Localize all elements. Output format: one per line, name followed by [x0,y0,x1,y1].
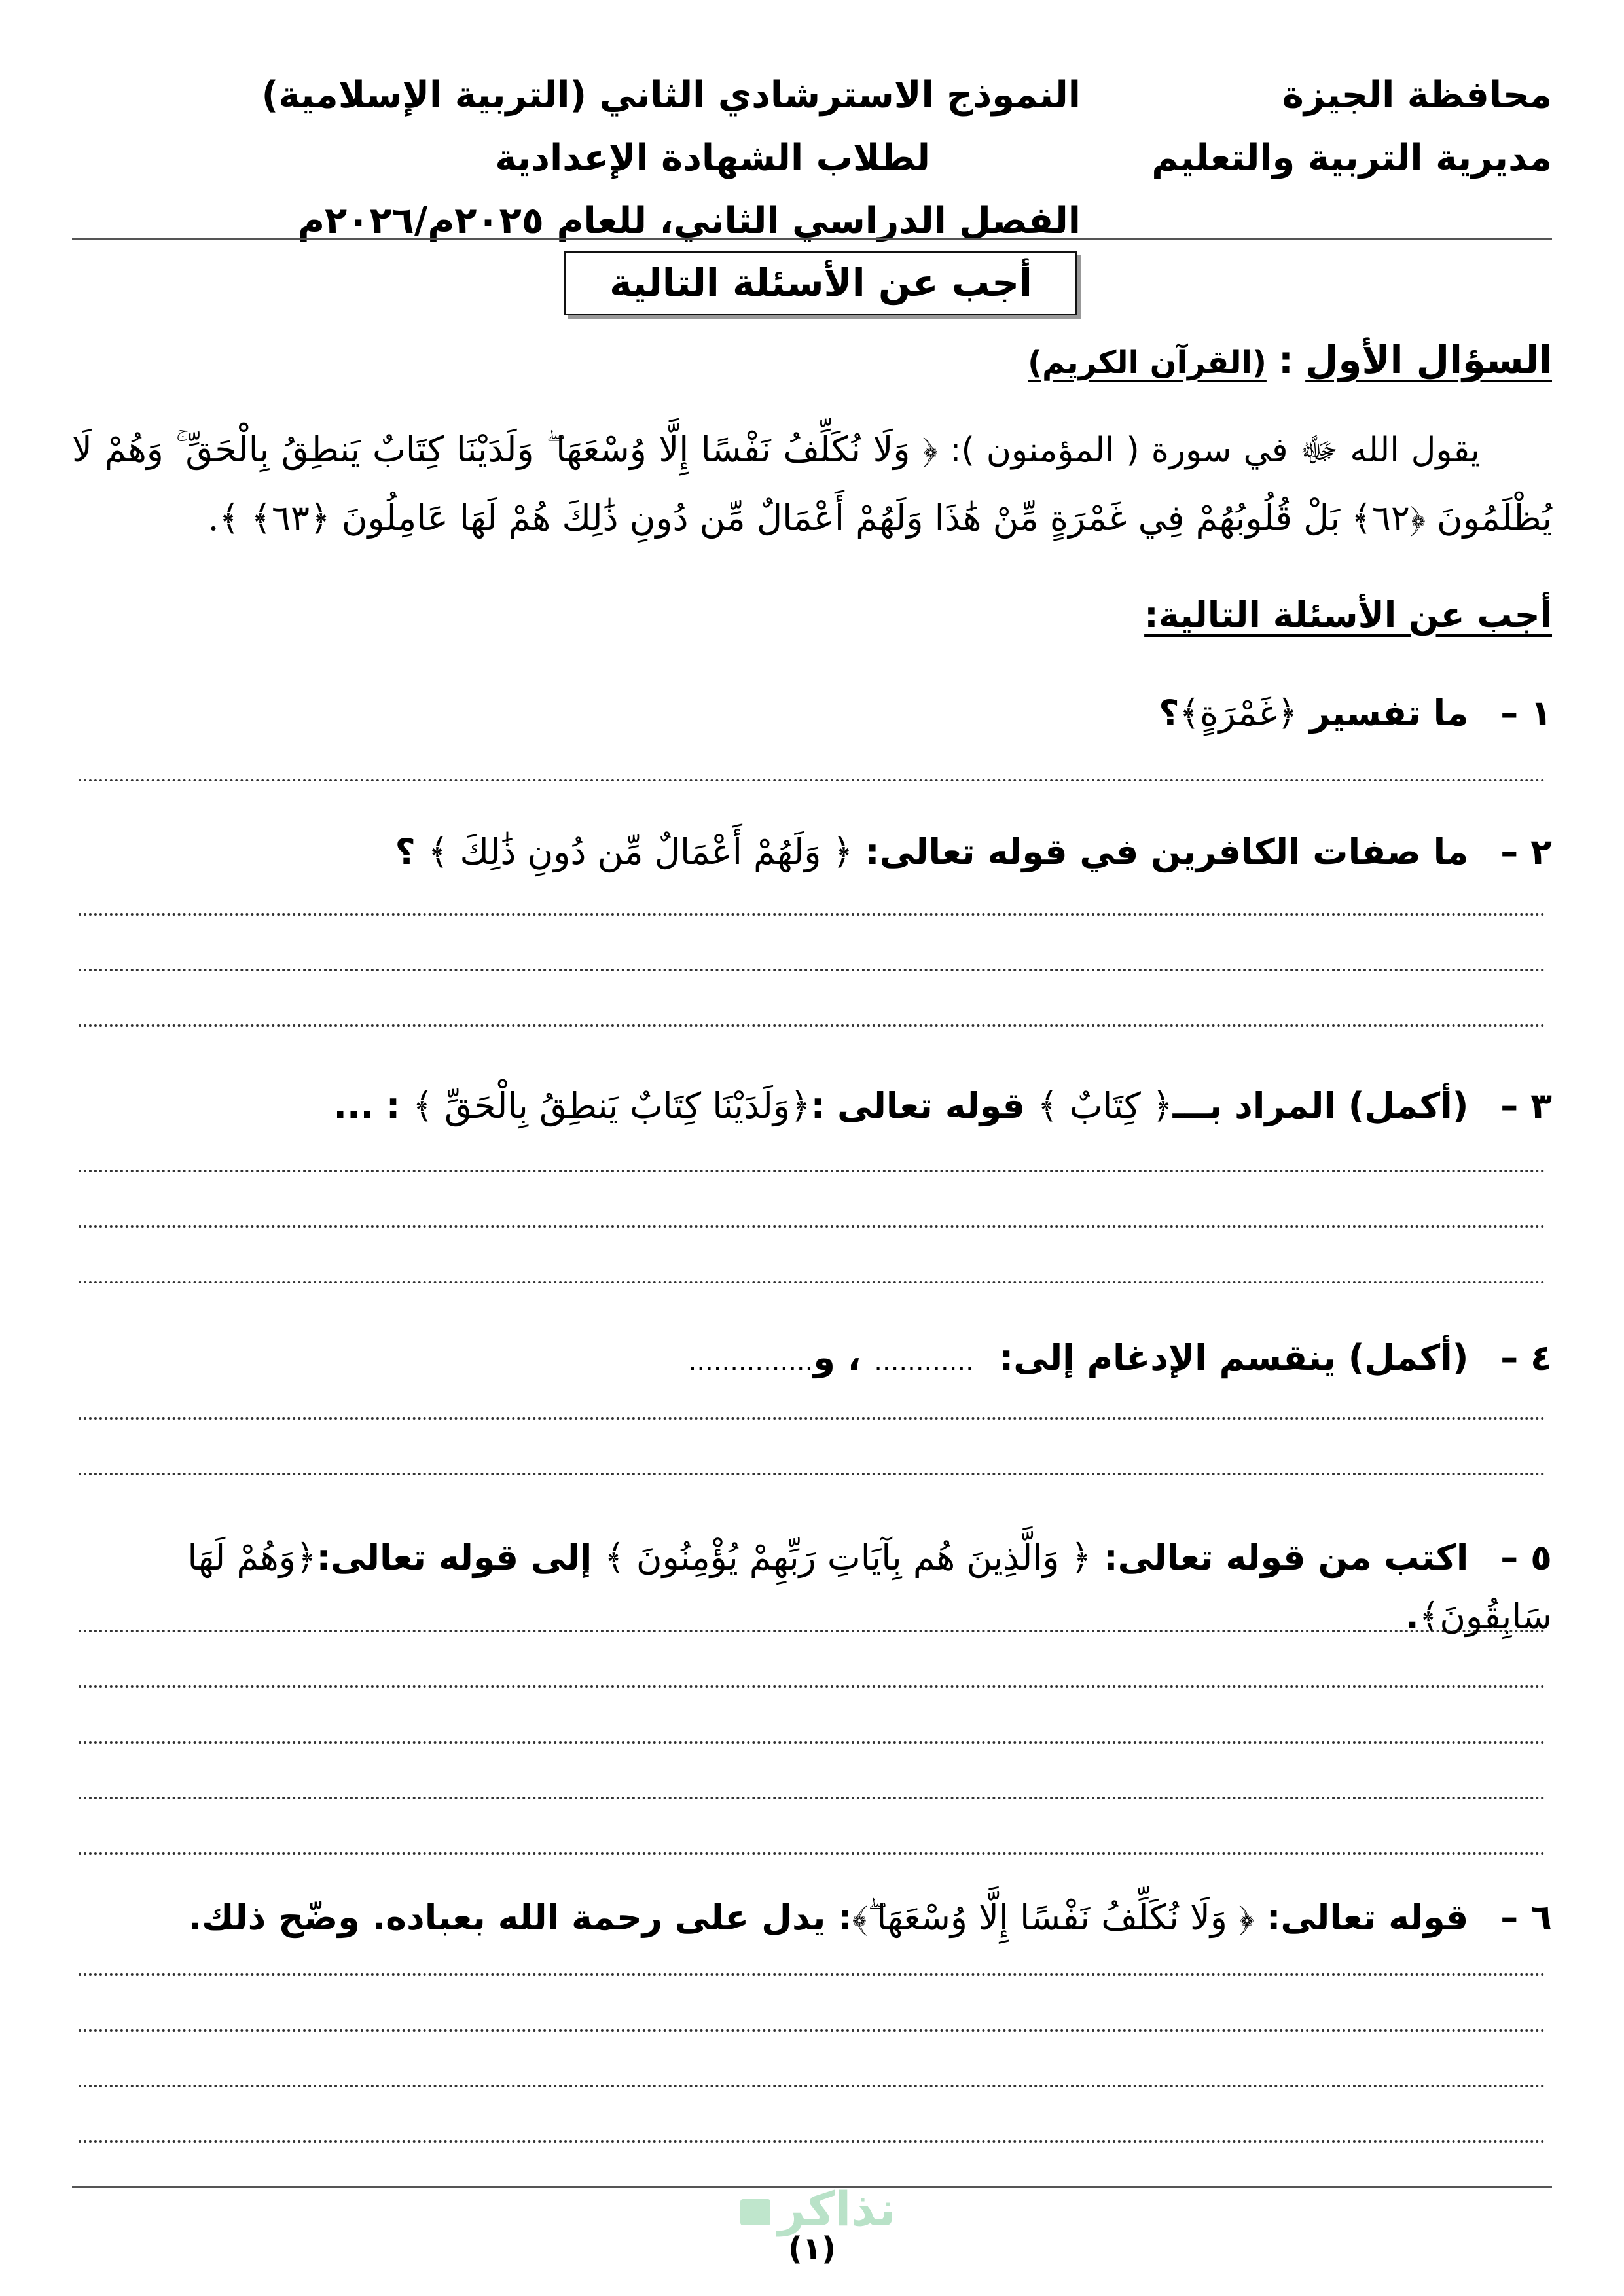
question-3 [72,1077,1552,1136]
governorate-label: محافظة الجيزة [1282,74,1552,117]
question-1 [72,684,1552,743]
logo-text: نذاكر [778,2181,896,2236]
verse-intro: يقول الله ﷻ في سورة ( المؤمنون ): [949,431,1481,470]
question-connector: إلى قوله تعالى: [316,1537,592,1578]
answer-heading: أجب عن الأسئلة التالية: [1144,594,1552,636]
site-logo [710,2179,926,2238]
answer-line[interactable] [79,1741,1545,1744]
answer-line[interactable] [79,2085,1545,2087]
answer-line[interactable] [79,1024,1545,1027]
verse-text: ﴿ وَلَا نُكَلِّفُ نَفْسًا إِلَّا وُسْعَهَا ۖ وَلَدَيْنَا كِتَابٌ يَنطِقُ بِالْحَقِّ ۚ وَهُمْ لَا يُظْلَمُونَ ﴿٦٢﴾ بَلْ قُلُوبُهُمْ فِي غَمْرَةٍ مِّنْ هَٰذَا وَلَهُمْ أَعْمَالٌ مِّن دُونِ ذَٰلِكَ هُمْ لَهَا عَامِلُونَ ﴿٦٣﴾ ﴾. [72,429,1552,539]
answer-line[interactable] [79,2140,1545,2143]
question-2 [72,823,1552,882]
answer-line[interactable] [79,969,1545,971]
question-mark: ؟ [395,831,416,872]
question-5 [72,1528,1552,1646]
question-tail: : ... [333,1085,401,1126]
question-text: ما صفات الكافرين في قوله تعالى: [865,831,1469,872]
section-separator: : [1278,338,1294,382]
question-text: ما تفسير [1310,692,1469,734]
question-number: ١ – [1500,692,1552,734]
answer-line[interactable] [79,2029,1545,2032]
exam-title: النموذج الاسترشادي الثاني (التربية الإسلامية) [261,74,1081,117]
answer-line[interactable] [79,1797,1545,1799]
answer-line[interactable] [79,913,1545,916]
quran-quote-2: ﴿وَهُمْ لَهَا سَابِقُونَ﴾ [187,1537,1552,1637]
answer-line[interactable] [79,1685,1545,1688]
quran-quote: ﴿ وَالَّذِينَ هُم بِآيَاتِ رَبِّهِمْ يُؤْمِنُونَ ﴾ [604,1537,1092,1578]
answer-line[interactable] [79,1630,1545,1632]
question-text: اكتب من قوله تعالى: [1104,1537,1469,1578]
question-text: (أكمل) المراد بـــ [1172,1085,1469,1126]
directorate-label: مديرية التربية والتعليم [1151,137,1552,179]
question-number: ٣ – [1500,1085,1552,1126]
question-text: (أكمل) ينقسم الإدغام إلى: [999,1337,1469,1378]
quran-quote: ﴿غَمْرَةٍ﴾ [1179,692,1298,734]
instruction-box: أجب عن الأسئلة التالية [564,251,1077,315]
answer-line[interactable] [79,1417,1545,1420]
page-number: (١) [787,2231,837,2267]
exam-term: الفصل الدراسي الثاني، للعام ٢٠٢٥م/٢٠٢٦م [297,200,1081,242]
section-heading [1028,331,1552,392]
question-tail: : يدل على رحمة الله بعباده. وضّح ذلك. [188,1897,852,1938]
section-title: السؤال الأول [1305,338,1552,382]
answer-line[interactable] [79,1281,1545,1283]
question-number: ٦ – [1500,1897,1552,1938]
question-text: قوله تعالى: [1266,1897,1469,1938]
blank-2[interactable]: ............... [688,1346,814,1376]
section-subtitle: (القرآن الكريم) [1028,344,1267,381]
answer-line[interactable] [79,1225,1545,1228]
question-6 [72,1888,1552,1947]
header-authority [1133,64,1552,190]
answer-line[interactable] [79,1170,1545,1172]
quran-quote: ﴿ وَلَا نُكَلِّفُ نَفْسًا إِلَّا وُسْعَهَا ۖ﴾ [852,1897,1255,1938]
blank-separator: ، و [813,1337,861,1378]
question-4 [72,1329,1552,1391]
quran-quote: ﴿ وَلَهُمْ أَعْمَالٌ مِّن دُونِ ذَٰلِكَ ﴾ [427,831,854,872]
question-tail: . [1405,1596,1419,1637]
answer-line[interactable] [79,1852,1545,1855]
verse-paragraph [72,416,1552,553]
header-exam-info [230,64,1081,253]
header-divider [72,238,1552,240]
blank-1[interactable]: ............ [874,1346,974,1376]
answer-line[interactable] [79,1473,1545,1475]
quran-quote-2: ﴿وَلَدَيْنَا كِتَابٌ يَنطِقُ بِالْحَقِّ ﴾ [412,1085,811,1126]
question-number: ٢ – [1500,831,1552,872]
exam-target: لطلاب الشهادة الإعدادية [495,137,930,179]
question-mark: ؟ [1159,692,1180,734]
book-icon [740,2199,770,2225]
quran-quote: ﴿ كِتَابٌ ﴾ [1037,1085,1173,1126]
answer-line[interactable] [79,779,1545,781]
question-number: ٥ – [1500,1537,1552,1578]
question-number: ٤ – [1500,1337,1552,1378]
question-connector: قوله تعالى : [810,1085,1025,1126]
answer-line[interactable] [79,1973,1545,1976]
